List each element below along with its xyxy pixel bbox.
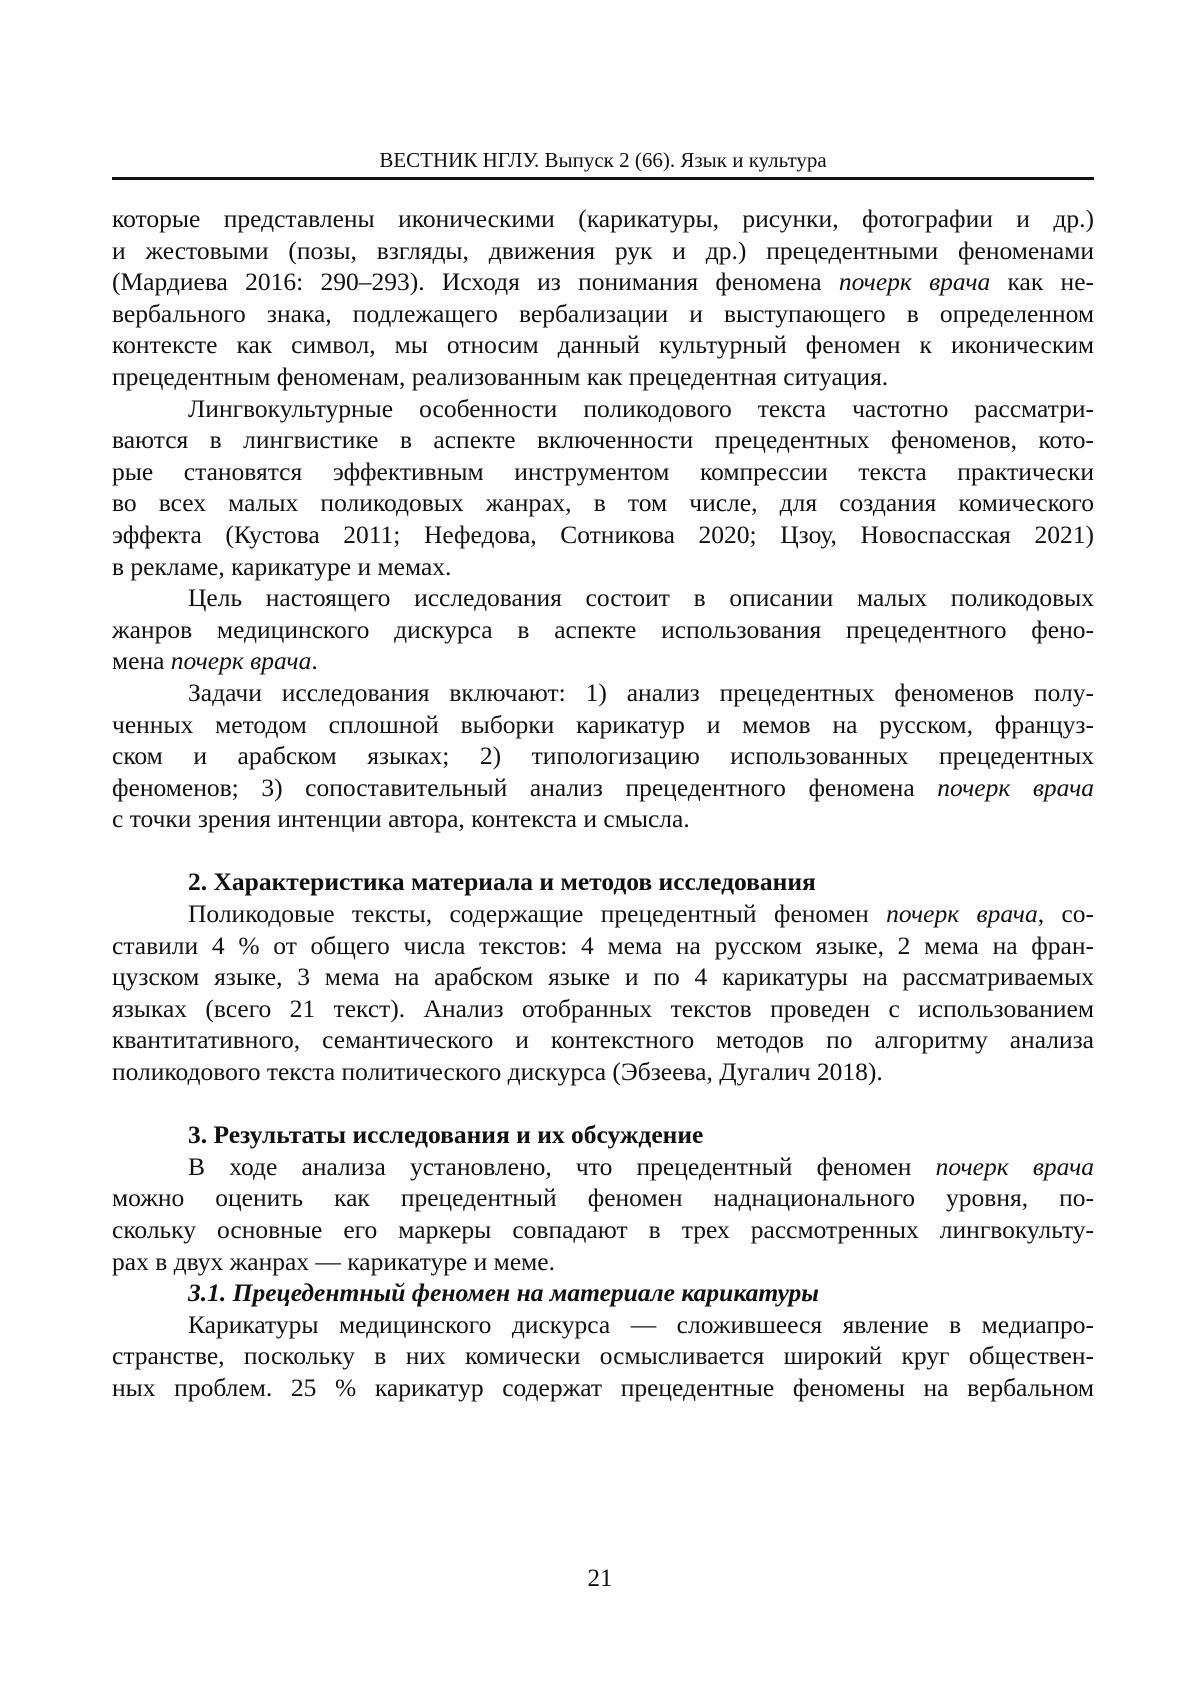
text-line: В ходе анализа установлено, что прецедентный феномен почерк врача bbox=[188, 1151, 1094, 1181]
text-line: рые становятся эффективным инструментом компрессии текста практически bbox=[112, 456, 1094, 486]
text-line: странстве, поскольку в них комически осмысливается широкий круг обществен- bbox=[112, 1341, 1094, 1371]
text-line: ваются в лингвистике в аспекте включенности прецедентных феноменов, кото- bbox=[112, 425, 1094, 455]
subsection-heading-3-1: 3.1. Прецедентный феномен на материале карикатуры bbox=[188, 1278, 820, 1308]
text-line: ском и арабском языках; 2) типологизацию использованных прецедентных bbox=[112, 741, 1094, 771]
text-line: вербального знака, подлежащего вербализации и выступающего в определенном bbox=[112, 298, 1094, 328]
page-number: 21 bbox=[587, 1565, 613, 1592]
blank-line bbox=[112, 835, 1094, 867]
text-line: ченных методом сплошной выборки карикатур и мемов на русском, француз- bbox=[112, 709, 1094, 739]
header-rule bbox=[112, 177, 1094, 180]
text-line: можно оценить как прецедентный феномен наднационального уровня, по- bbox=[112, 1183, 1094, 1213]
text-line: Лингвокультурные особенности поликодового текста частотно рассматри- bbox=[188, 393, 1094, 423]
text-line: прецедентным феноменам, реализованным как прецедентная ситуация. bbox=[112, 361, 889, 391]
text-line: Поликодовые тексты, содержащие прецедентный феномен почерк врача, со- bbox=[188, 899, 1095, 929]
text-line: и жестовыми (позы, взгляды, движения рук и др.) прецедентными феноменами bbox=[112, 235, 1094, 265]
text-line: (Мардиева 2016: 290–293). Исходя из понимания феномена почерк врача как не- bbox=[112, 267, 1094, 297]
text-line: мена почерк врача. bbox=[112, 646, 318, 676]
text-line: с точки зрения интенции автора, контекста и смысла. bbox=[112, 804, 690, 834]
text-line: квантитативного, семантического и контекстного методов по алгоритму анализа bbox=[112, 1025, 1094, 1055]
article-body bbox=[112, 203, 1094, 1404]
text-line: ных проблем. 25 % карикатур содержат прецедентные феномены на вербальном bbox=[112, 1372, 1094, 1402]
text-line: эффекта (Кустова 2011; Нефедова, Сотникова 2020; Цзоу, Новоспасская 2021) bbox=[112, 519, 1094, 549]
text-line: рах в двух жанрах — карикатуре и меме. bbox=[112, 1246, 555, 1276]
text-line: которые представлены иконическими (карикатуры, рисунки, фотографии и др.) bbox=[112, 204, 1094, 233]
text-line: Задачи исследования включают: 1) анализ прецедентных феноменов полу- bbox=[188, 677, 1094, 707]
section-heading-3: 3. Результаты исследования и их обсуждение bbox=[188, 1120, 704, 1150]
text-line: ставили 4 % от общего числа текстов: 4 мема на русском языке, 2 мема на фран- bbox=[112, 930, 1094, 960]
text-line: Карикатуры медицинского дискурса — сложившееся явление в медиапро- bbox=[188, 1309, 1094, 1339]
running-head: ВЕСТНИК НГЛУ. Выпуск 2 (66). Язык и культура bbox=[379, 148, 827, 172]
text-line: поликодового текста политического дискурса (Эбзеева, Дугалич 2018). bbox=[112, 1057, 883, 1087]
text-line: феноменов; 3) сопоставительный анализ прецедентного феномена почерк врача bbox=[112, 772, 1095, 802]
blank-line bbox=[112, 1088, 1094, 1120]
text-line: Цель настоящего исследования состоит в описании малых поликодовых bbox=[188, 583, 1094, 613]
text-line: в рекламе, карикатуре и мемах. bbox=[112, 551, 452, 581]
text-line: жанров медицинского дискурса в аспекте использования прецедентного фено- bbox=[112, 614, 1094, 644]
text-line: языках (всего 21 текст). Анализ отобранных текстов проведен с использованием bbox=[112, 993, 1094, 1023]
text-line: скольку основные его маркеры совпадают в трех рассмотренных лингвокульту- bbox=[112, 1215, 1094, 1244]
text-line: во всех малых поликодовых жанрах, в том числе, для создания комического bbox=[112, 488, 1094, 518]
section-heading-2: 2. Характеристика материала и методов исследования bbox=[188, 867, 816, 897]
text-line: контексте как символ, мы относим данный культурный феномен к иконическим bbox=[112, 330, 1094, 360]
text-line: цузском языке, 3 мема на арабском языке и по 4 карикатуры на рассматриваемых bbox=[112, 962, 1094, 992]
